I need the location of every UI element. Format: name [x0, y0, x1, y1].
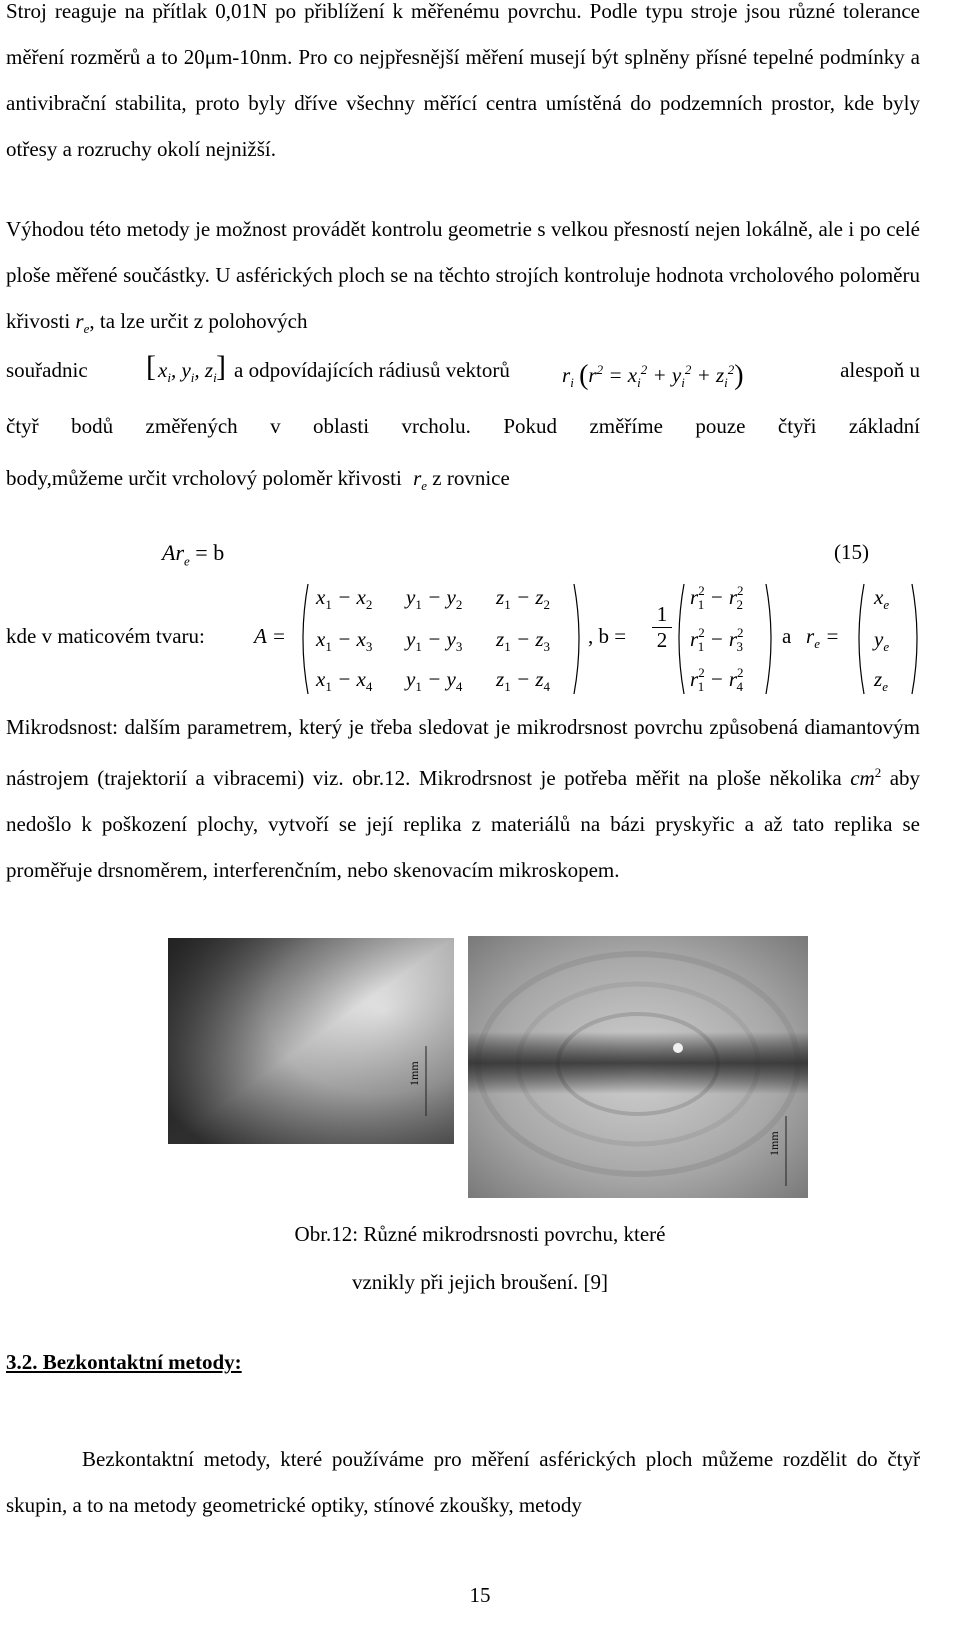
text-segment: , ta lze určit z polohových — [89, 309, 308, 333]
matrix-A — [296, 580, 586, 698]
svg-text:r21 − r23: $r^2$ $1 - r^2$ 3 — [690, 625, 744, 654]
symbol-re: $r_e$ — [75, 309, 90, 337]
svg-text:x1 − x4: $x_1 - x_4$ — [316, 667, 373, 694]
vector-b — [676, 580, 776, 698]
text-segment: Výhodou této metody je možnost provádět kontrolu geometrie s velkou přesností nejen lokálně, ale i po celé ploše měřené součástky. U asférických ploch se na těchto strojích kontroluje hodnota vrcholového poloměru křivosti — [6, 217, 920, 333]
svg-text:r21 − r24: $r^2$ $1 - r^2$ 4 — [690, 665, 744, 694]
text-line: čtyř bodů změřených v oblasti vrcholu. Pokud změříme pouze čtyři základní — [6, 414, 920, 438]
svg-text:y1 − y2: $y_1 - y_2$ — [406, 585, 463, 612]
paragraph-method-advantage — [6, 206, 920, 352]
figure-microroughness-images — [168, 936, 808, 1216]
figure-caption-line2: vznikly při jejich broušení. [9] — [351, 1270, 609, 1294]
symbol-re: $r_e$ — [413, 466, 428, 494]
right-micrograph — [468, 936, 808, 1198]
paragraph-machine-tolerance: Stroj reaguje na přítlak 0,01N po přiblížení k měřenému povrchu. Podle typu stroje jsou různé tolerance měření rozměrů a to 20μm-10nm. Pro co nejpřesnější měření musejí být splněny přísné tepelné podmínky a antivibrační stabilita, proto byly dříve všechny měřící centra umístěná do podzemních prostor, kde byly otřesy a rozruchy okolí nejnižší. — [6, 0, 920, 161]
svg-text:y1 − y4: $y_1 - y_4$ — [406, 667, 463, 694]
coord-xi: $x_i$, $y_i$, $z_i$ — [158, 358, 217, 386]
equation-15: $Ar_e = b$ — [162, 540, 225, 569]
text-line — [6, 466, 920, 494]
svg-text:xe: $x_e$ — [874, 585, 890, 612]
svg-text:ze: $z_e$ — [874, 667, 888, 694]
text-segment: alespoň u — [840, 358, 920, 382]
paragraph-noncontact-methods — [6, 1436, 920, 1528]
page-number: 15 — [469, 1583, 491, 1607]
scale-label-right: 1mm — [767, 1131, 781, 1156]
unit-cm2: $cm^2$ — [850, 765, 882, 790]
left-micrograph — [168, 938, 454, 1144]
scale-label-left: 1mm — [407, 1061, 421, 1086]
text-segment: a odpovídajících rádiusů vektorů — [234, 358, 510, 382]
matrix-b-label: , b = — [588, 624, 627, 648]
figure-caption-line1: Obr.12: Různé mikrodrsnosti povrchu, které — [294, 1222, 666, 1246]
right-bracket: ] — [216, 350, 226, 383]
fraction-half — [652, 602, 672, 653]
svg-text:y1 − y3: $y_1 - y_3$ — [406, 627, 463, 654]
svg-text:ye: $y_e$ — [874, 627, 890, 654]
section-heading: 3.2. Bezkontaktní metody: — [6, 1350, 242, 1374]
text-segment: Mikrodsnost: dalším parametrem, který je třeba sledovat je mikrodrsnost povrchu způsobená diamantovým nástrojem (trajektorií a vibracemi) viz. obr.12. Mikrodrsnost je potřeba měřit na ploše několika — [6, 715, 920, 790]
svg-text:x1 − x2: $x_1 - x_2$ — [316, 585, 373, 612]
svg-text:z1 − z2: $z_1 - z_2$ — [496, 585, 551, 612]
vector-re — [856, 580, 920, 698]
text-segment: body,můžeme určit vrcholový poloměr křivosti — [6, 466, 402, 490]
fraction-numerator: 1 — [656, 602, 668, 626]
text-segment: z rovnice — [432, 466, 510, 490]
text-segment: souřadnic — [6, 358, 88, 382]
matrix-A-label: A = — [254, 624, 286, 648]
text-segment: aby nedošlo k poškození plochy, vytvoří se její replika z materiálů na bázi pryskyřic a až tato replika se proměřuje drsnoměrem, interferenčním, nebo skenovacím mikroskopem. — [6, 766, 921, 882]
fraction-denominator: 2 — [652, 627, 672, 653]
left-bracket: [ — [146, 350, 156, 383]
conjunction-a: a — [782, 624, 792, 648]
svg-text:z1 − z3: $z_1 - z_3$ — [496, 627, 551, 654]
vector-re-label: $r_e$ = — [806, 624, 840, 652]
text-segment: Bezkontaktní metody, které používáme pro měření asférických ploch můžeme rozdělit do čtyř skupin, a to na metody geometrické optiky, stínové zkoušky, metody — [6, 1447, 920, 1517]
paragraph-microroughness — [6, 704, 920, 893]
svg-text:r21 − r22: $r^2$ $1 - r^2$ 2 — [690, 583, 744, 612]
matrix-equation — [6, 580, 920, 700]
ri-formula: $r_i$ $(r^2 = x_i^2 + y_i^2 + z_i^2)$ — [562, 360, 744, 391]
matrix-intro: kde v maticovém tvaru: — [6, 624, 205, 648]
equation-number: (15) — [834, 540, 869, 564]
svg-text:x1 − x3: $x_1 - x_3$ — [316, 627, 373, 654]
svg-text:z1 − z4: $z_1 - z_4$ — [496, 667, 551, 694]
